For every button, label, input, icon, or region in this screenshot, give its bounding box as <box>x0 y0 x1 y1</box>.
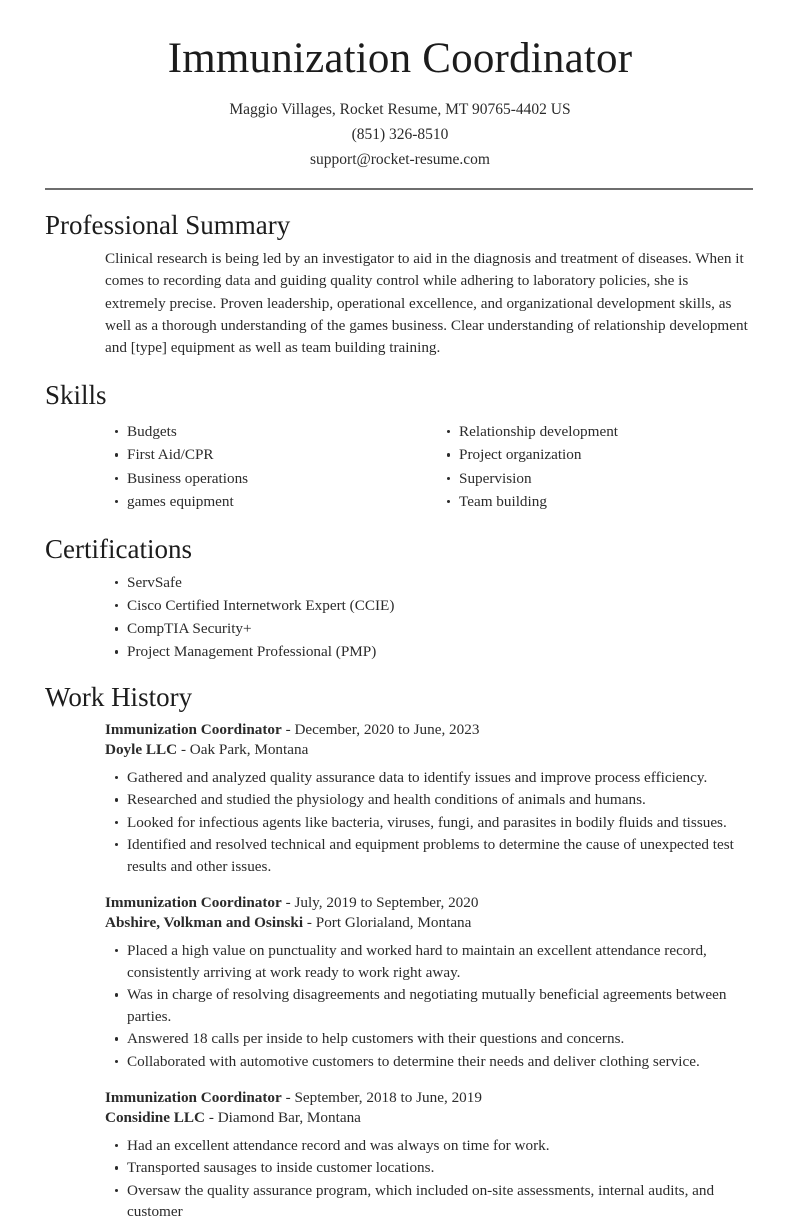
section-heading-certifications: Certifications <box>45 534 192 565</box>
skill-item: Supervision <box>399 468 753 491</box>
job-dates: December, 2020 to June, 2023 <box>294 720 480 738</box>
skills-list-right <box>399 421 753 514</box>
work-history-list <box>45 720 753 1223</box>
job-company: Doyle LLC <box>105 740 178 758</box>
job-separator: - <box>303 913 316 931</box>
job-title-line <box>105 893 753 913</box>
certification-item: ServSafe <box>45 572 753 595</box>
job-bullet-item: Had an excellent attendance record and was always on time for work. <box>45 1135 753 1157</box>
certification-item: Project Management Professional (PMP) <box>45 641 753 664</box>
job-bullets <box>45 767 753 878</box>
section-professional-summary <box>0 209 800 359</box>
summary-text: Clinical research is being led by an investigator to aid in the diagnosis and treatment of diseases. When it comes to recording data and guiding quality control while adhering to laboratory policies, she is extremely precise. Proven leadership, operational excellence, and organizational development skills, as well as a thorough understanding of the games business. Clear understanding of relationship development and [type] equipment as well as team building training. <box>105 249 748 357</box>
job-location: Oak Park, Montana <box>189 740 309 758</box>
skill-item: Project organization <box>399 444 753 467</box>
skill-item: Relationship development <box>399 421 753 444</box>
job-location: Port Glorialand, Montana <box>315 913 472 931</box>
job-bullet-item: Looked for infectious agents like bacteria, viruses, fungi, and parasites in bodily fluids and tissues. <box>45 812 753 834</box>
contact-info <box>0 97 800 172</box>
section-heading-work-history: Work History <box>45 682 193 713</box>
page-title: Immunization Coordinator <box>167 35 633 82</box>
skills-list-left <box>45 421 399 514</box>
job-title-line <box>105 720 753 740</box>
job-company-line <box>105 1108 753 1128</box>
job-company: Abshire, Volkman and Osinski <box>105 913 304 931</box>
job-bullets <box>45 940 753 1073</box>
skills-column-right <box>399 417 753 514</box>
work-history-entry <box>45 720 753 878</box>
job-separator: - <box>281 893 295 911</box>
job-bullet-item: Identified and resolved technical and equipment problems to determine the cause of unexpected test results and other issues. <box>45 834 753 878</box>
section-heading-skills: Skills <box>45 379 107 410</box>
header-divider <box>45 188 753 190</box>
skills-columns <box>45 417 753 514</box>
skill-item: Business operations <box>45 468 399 491</box>
job-separator: - <box>177 740 190 758</box>
job-bullet-item: Oversaw the quality assurance program, which included on-site assessments, internal audits, and customer <box>45 1180 753 1223</box>
job-separator: - <box>281 720 295 738</box>
job-bullet-item: Was in charge of resolving disagreements and negotiating mutually beneficial agreements between parties. <box>45 984 753 1028</box>
job-bullet-item: Transported sausages to inside customer locations. <box>45 1157 753 1179</box>
skill-item: games equipment <box>45 491 399 514</box>
work-history-entry <box>45 1088 753 1223</box>
job-company: Considine LLC <box>105 1108 206 1126</box>
contact-address: Maggio Villages, Rocket Resume, MT 90765-4402 US <box>229 101 571 119</box>
section-skills <box>0 379 800 515</box>
job-dates: September, 2018 to June, 2019 <box>294 1088 482 1106</box>
job-title: Immunization Coordinator <box>105 720 282 738</box>
skill-item: Budgets <box>45 421 399 444</box>
certification-item: CompTIA Security+ <box>45 618 753 641</box>
certifications-list <box>45 572 753 665</box>
skills-column-left <box>45 417 399 514</box>
job-title-line <box>105 1088 753 1108</box>
certification-item: Cisco Certified Internetwork Expert (CCIE) <box>45 595 753 618</box>
section-heading-summary: Professional Summary <box>45 210 291 241</box>
contact-email: support@rocket-resume.com <box>310 151 490 169</box>
job-bullet-item: Placed a high value on punctuality and worked hard to maintain an excellent attendance record, consistently arriving at work ready to work right away. <box>45 940 753 984</box>
skill-item: Team building <box>399 491 753 514</box>
skill-item: First Aid/CPR <box>45 444 399 467</box>
work-history-entry <box>45 893 753 1073</box>
job-bullet-item: Researched and studied the physiology and health conditions of animals and humans. <box>45 789 753 811</box>
job-location: Diamond Bar, Montana <box>217 1108 361 1126</box>
contact-phone: (851) 326-8510 <box>351 126 449 144</box>
job-separator: - <box>205 1108 218 1126</box>
job-bullet-item: Answered 18 calls per inside to help customers with their questions and concerns. <box>45 1028 753 1050</box>
section-certifications <box>0 533 800 664</box>
job-separator: - <box>281 1088 295 1106</box>
job-company-line <box>105 740 753 760</box>
job-bullet-item: Collaborated with automotive customers to determine their needs and deliver clothing service. <box>45 1051 753 1073</box>
job-title: Immunization Coordinator <box>105 1088 282 1106</box>
section-work-history <box>0 681 800 1223</box>
job-title: Immunization Coordinator <box>105 893 282 911</box>
job-bullet-item: Gathered and analyzed quality assurance data to identify issues and improve process efficiency. <box>45 767 753 789</box>
job-dates: July, 2019 to September, 2020 <box>294 893 479 911</box>
job-bullets <box>45 1135 753 1223</box>
job-company-line <box>105 913 753 933</box>
